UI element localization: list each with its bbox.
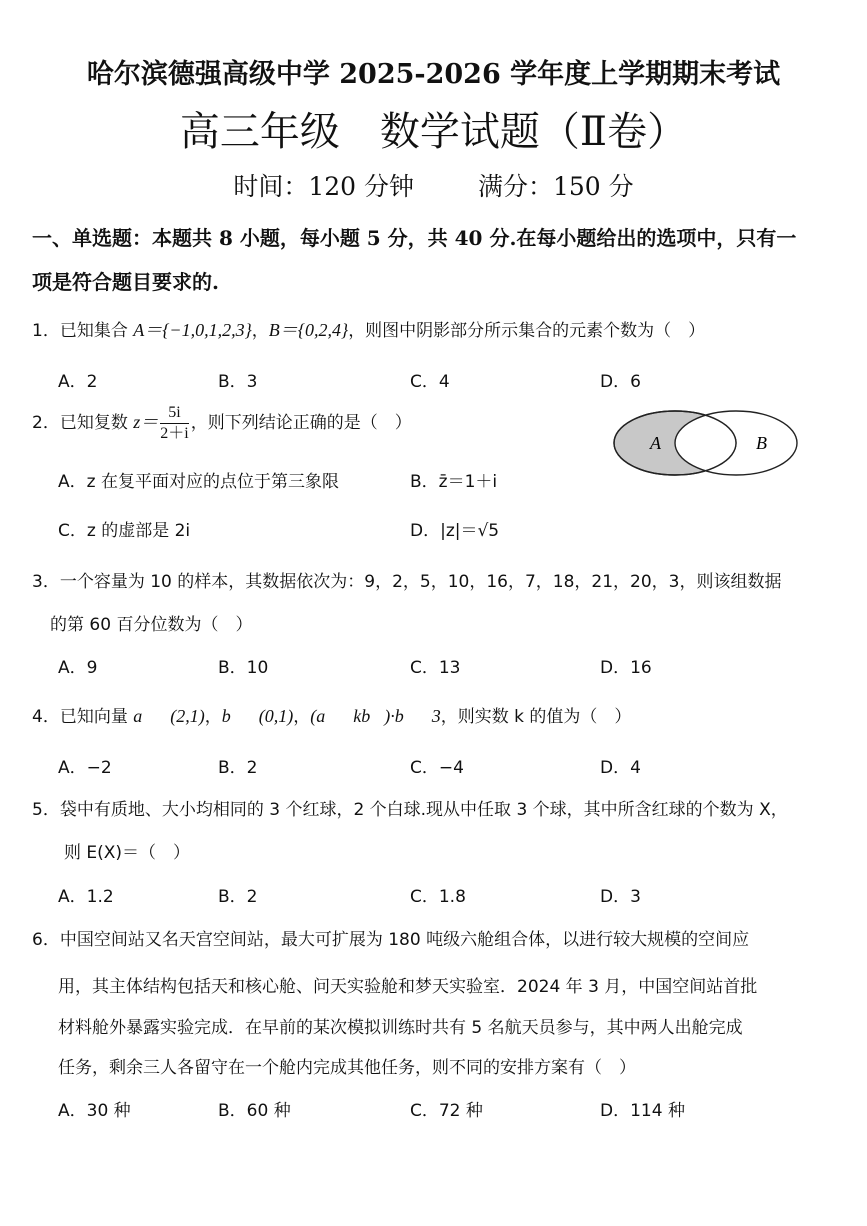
q2-frac-den: 2＋i — [160, 424, 189, 442]
q4-pre: 4．已知向量 — [32, 707, 134, 727]
exam-title: 高三年级 数学试题（Ⅱ卷） — [179, 109, 688, 155]
q6-option-b: B．60 种 — [218, 1101, 291, 1121]
q4-option-b: B．2 — [218, 758, 258, 778]
q5-option-d: D．3 — [600, 887, 641, 907]
venn-diagram — [610, 408, 805, 478]
q2-option-c: C．z 的虚部是 2i — [58, 521, 191, 541]
question-2 — [32, 404, 412, 442]
q2-pre: 2．已知复数 — [32, 413, 134, 434]
school-title: 哈尔滨德强高级中学 2025-2026 学年度上学期期末考试 — [86, 59, 781, 90]
question-3-line1: 3．一个容量为 10 的样本，其数据依次为：9，2，5，10，16，7，18，21，20，3，则该组数据 — [32, 572, 782, 592]
q3-option-d: D．16 — [600, 658, 652, 678]
q4-expr: (a⃗＋kb⃗)·b⃗＝3 — [310, 706, 441, 726]
q2-frac-num: 5i — [160, 404, 188, 424]
q2-post: ，则下列结论正确的是（ ） — [190, 413, 412, 434]
q2-option-a: A．z 在复平面对应的点位于第三象限 — [58, 472, 339, 492]
q6-option-d: D．114 种 — [600, 1101, 685, 1121]
q6-option-c: C．72 种 — [410, 1101, 483, 1121]
q1-set-a: A＝{−1,0,1,2,3} — [133, 320, 252, 340]
q5-option-b: B．2 — [218, 887, 258, 907]
question-4 — [32, 702, 631, 727]
q3-option-a: A．9 — [58, 658, 98, 678]
exam-time: 时间：120 分钟 — [233, 172, 415, 201]
q1-post: ，则图中阴影部分所示集合的元素个数为（ ） — [348, 321, 706, 341]
question-3-line2: 的第 60 百分位数为（ ） — [50, 615, 253, 635]
exam-score: 满分：150 分 — [477, 172, 634, 201]
q1-pre: 1．已知集合 — [32, 321, 134, 341]
question-5-line2: 则 E(X)＝（ ） — [64, 843, 191, 863]
question-5-line1: 5．袋中有质地、大小均相同的 3 个红球，2 个白球.现从中任取 3 个球，其中所含红球的个数为 X， — [32, 800, 788, 820]
question-1 — [32, 316, 705, 342]
exam-meta — [0, 167, 867, 203]
section-heading-line2: 项是符合题目要求的. — [32, 270, 219, 294]
q4-vec-b: b⃗＝(0,1) — [221, 706, 294, 726]
q6-option-a: A．30 种 — [58, 1101, 131, 1121]
q1-option-c: C．4 — [410, 372, 450, 392]
question-6-line4: 任务，剩余三人各留守在一个舱内完成其他任务，则不同的安排方案有（ ） — [58, 1058, 636, 1078]
q5-option-a: A．1.2 — [58, 887, 114, 907]
q5-option-c: C．1.8 — [410, 887, 466, 907]
question-6-line3: 材料舱外暴露实验完成．在早前的某次模拟训练时共有 5 名航天员参与，其中两人出舱完成 — [58, 1018, 743, 1038]
q4-option-c: C．−4 — [410, 758, 464, 778]
q2-fraction — [160, 404, 188, 442]
q4-option-d: D．4 — [600, 758, 641, 778]
q4-sep2: ， — [293, 707, 311, 727]
q1-option-d: D．6 — [600, 372, 641, 392]
q4-sep: ， — [204, 707, 222, 727]
q4-vec-a: a⃗＝(2,1) — [133, 706, 205, 726]
q1-sep: ， — [251, 321, 269, 341]
q2-option-d: D．|z|＝√5 — [410, 521, 500, 541]
question-6-line2: 用，其主体结构包括天和核心舱、问天实验舱和梦天实验室．2024 年 3 月，中国空间站首批 — [58, 977, 758, 997]
q1-set-b: B＝{0,2,4} — [268, 320, 349, 340]
q1-option-a: A．2 — [58, 372, 98, 392]
q1-option-b: B．3 — [218, 372, 258, 392]
q3-option-c: C．13 — [410, 658, 461, 678]
q2-z-eq: z＝ — [133, 412, 159, 433]
q4-option-a: A．−2 — [58, 758, 112, 778]
venn-label-a: A — [650, 433, 661, 453]
q2-option-b: B．z̄＝1＋i — [410, 472, 498, 492]
question-6-line1: 6．中国空间站又名天宫空间站，最大可扩展为 180 吨级六舱组合体，以进行较大规模的空间应 — [32, 930, 750, 950]
section-heading-line1: 一、单选题：本题共 8 小题，每小题 5 分，共 40 分.在每小题给出的选项中，只有一 — [32, 226, 797, 250]
venn-label-b: B — [756, 433, 767, 453]
q3-option-b: B．10 — [218, 658, 269, 678]
q4-post: ，则实数 k 的值为（ ） — [440, 707, 632, 727]
